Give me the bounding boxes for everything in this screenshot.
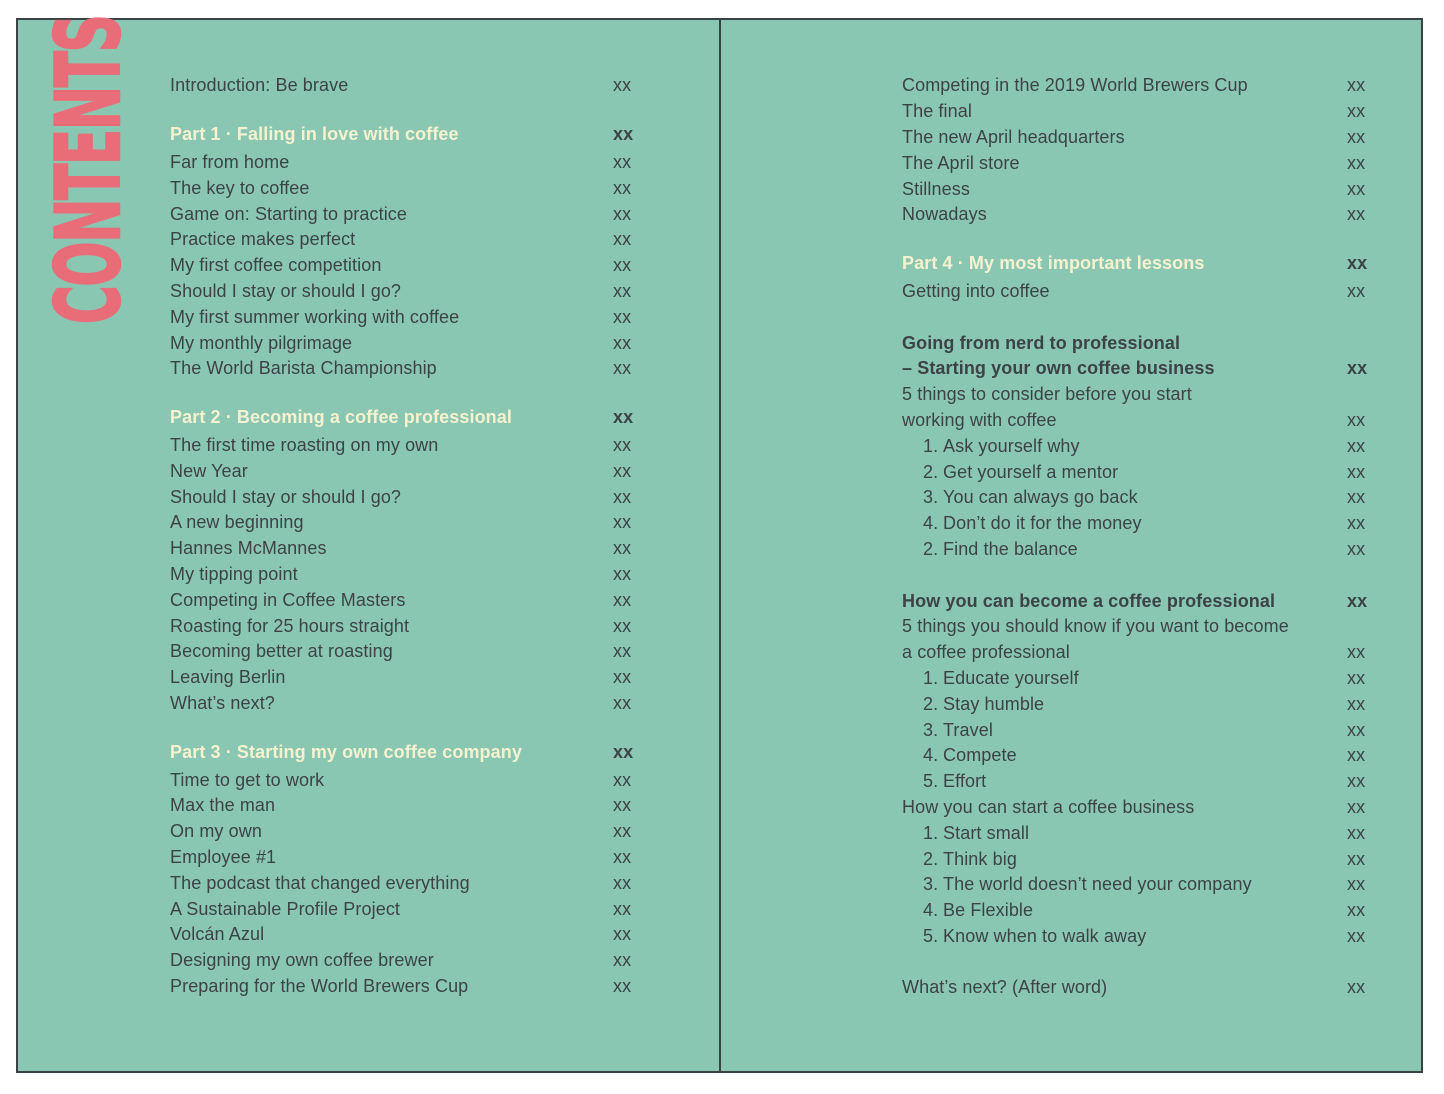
toc-entry xyxy=(170,279,638,305)
toc-entry-label: Part 3 · Starting my own coffee company xyxy=(170,741,522,762)
toc-entry xyxy=(902,537,1372,563)
toc-page-number: xx xyxy=(1347,667,1366,688)
toc-entry xyxy=(902,588,1372,614)
toc-entry xyxy=(902,666,1372,692)
toc-entry-label: Practice makes perfect xyxy=(170,229,356,250)
toc-entry xyxy=(170,175,638,201)
toc-part-heading xyxy=(902,251,1372,277)
toc-entry-label: 5 things you should know if you want to become xyxy=(902,616,1289,637)
toc-entry xyxy=(170,870,638,896)
toc-spacer xyxy=(170,716,638,739)
toc-entry-number: 1. xyxy=(923,435,939,456)
toc-entry xyxy=(170,793,638,819)
toc-entry xyxy=(170,253,638,279)
toc-spacer xyxy=(170,382,638,405)
toc-entry-label: 5 things to consider before you start xyxy=(902,384,1192,405)
toc-entry xyxy=(902,433,1372,459)
toc-entry-label: My monthly pilgrimage xyxy=(170,332,353,353)
toc-entry-label: Stay humble xyxy=(943,693,1045,714)
toc-spacer xyxy=(902,562,1372,588)
toc-entry xyxy=(170,665,638,691)
toc-page-number: xx xyxy=(1347,848,1366,869)
toc-entry-label: Ask yourself why xyxy=(943,435,1080,456)
toc-entry-label: The world doesn’t need your company xyxy=(943,874,1252,895)
toc-entry-number: 1. xyxy=(923,822,939,843)
contents-title: CONTENTS xyxy=(37,15,140,324)
toc-page-number: xx xyxy=(613,898,632,919)
toc-spacer xyxy=(902,304,1372,330)
toc-page-number: xx xyxy=(613,821,632,842)
toc-entry xyxy=(902,408,1372,434)
toc-entry xyxy=(170,767,638,793)
toc-entry-label: Think big xyxy=(943,848,1017,869)
toc-entry xyxy=(902,330,1372,356)
toc-entry-label: The key to coffee xyxy=(170,177,310,198)
toc-entry xyxy=(902,640,1372,666)
toc-entry-label: The final xyxy=(902,101,972,122)
toc-entry xyxy=(170,562,638,588)
page-divider xyxy=(719,20,721,1071)
toc-entry xyxy=(170,150,638,176)
toc-entry-label: Get yourself a mentor xyxy=(943,461,1119,482)
toc-entry xyxy=(902,485,1372,511)
toc-page-number: xx xyxy=(1347,513,1366,534)
toc-entry xyxy=(902,202,1372,228)
toc-page-number: xx xyxy=(1347,101,1366,122)
toc-entry-label: Educate yourself xyxy=(943,667,1079,688)
toc-entry xyxy=(170,948,638,974)
toc-entry-number: 1. xyxy=(923,667,939,688)
toc-page-number: xx xyxy=(613,769,632,790)
toc-spacer xyxy=(902,949,1372,975)
toc-entry-label: The April store xyxy=(902,152,1020,173)
toc-spacer xyxy=(902,228,1372,251)
toc-part-heading xyxy=(170,739,638,765)
toc-entry xyxy=(170,587,638,613)
toc-page-number: xx xyxy=(1347,204,1366,225)
toc-entry-label: Hannes McMannes xyxy=(170,538,327,559)
toc-page-number: xx xyxy=(613,641,632,662)
toc-entry xyxy=(902,150,1372,176)
toc-entry-label: Part 1 · Falling in love with coffee xyxy=(170,124,459,145)
toc-entry xyxy=(170,227,638,253)
toc-page-number: xx xyxy=(1347,977,1366,998)
toc-entry xyxy=(902,769,1372,795)
toc-entry-label: New Year xyxy=(170,460,248,481)
toc-entry-label: A Sustainable Profile Project xyxy=(170,898,401,919)
toc-entry-label: Effort xyxy=(943,771,987,792)
toc-entry-label: Start small xyxy=(943,822,1030,843)
toc-entry xyxy=(170,304,638,330)
toc-entry-label: Should I stay or should I go? xyxy=(170,486,402,507)
toc-entry xyxy=(170,896,638,922)
toc-page-number: xx xyxy=(613,177,632,198)
toc-entry-number: 3. xyxy=(923,487,939,508)
toc-entry-label: What’s next? xyxy=(170,692,275,713)
toc-entry-label: Know when to walk away xyxy=(943,925,1147,946)
toc-entry-number: 3. xyxy=(923,719,939,740)
toc-entry xyxy=(902,743,1372,769)
toc-entry-label: Going from nerd to professional xyxy=(902,332,1181,353)
toc-entry xyxy=(902,846,1372,872)
toc-entry-number: 3. xyxy=(923,874,939,895)
toc-entry-label: Nowadays xyxy=(902,204,987,225)
toc-entry xyxy=(170,536,638,562)
toc-page-number: xx xyxy=(1347,693,1366,714)
toc-entry xyxy=(902,279,1372,305)
toc-page-number: xx xyxy=(1347,435,1366,456)
toc-page-number: xx xyxy=(613,924,632,945)
toc-entry xyxy=(902,924,1372,950)
toc-entry-label: How you can start a coffee business xyxy=(902,796,1195,817)
toc-page-number: xx xyxy=(1347,796,1366,817)
toc-entry-label: Should I stay or should I go? xyxy=(170,280,402,301)
toc-page-number: xx xyxy=(613,407,634,428)
toc-entry xyxy=(170,510,638,536)
toc-entry-label: My first coffee competition xyxy=(170,255,382,276)
toc-entry xyxy=(902,614,1372,640)
toc-entry-label: The new April headquarters xyxy=(902,126,1125,147)
toc-entry-label: Leaving Berlin xyxy=(170,667,286,688)
toc-page-number: xx xyxy=(613,151,632,172)
toc-entry xyxy=(170,201,638,227)
left-toc-list xyxy=(170,73,638,999)
toc-entry-label: Time to get to work xyxy=(170,769,325,790)
toc-entry-number: 4. xyxy=(923,513,939,534)
toc-entry-number: 4. xyxy=(923,900,939,921)
toc-page-number: xx xyxy=(613,615,632,636)
toc-page-number: xx xyxy=(613,306,632,327)
toc-entry xyxy=(902,382,1372,408)
toc-entry-label: Max the man xyxy=(170,795,276,816)
toc-entry-label: Introduction: Be brave xyxy=(170,75,349,96)
toc-page-number: xx xyxy=(1347,358,1368,379)
toc-entry-number: 4. xyxy=(923,745,939,766)
toc-spacer xyxy=(170,99,638,122)
toc-entry xyxy=(902,73,1372,99)
toc-entry xyxy=(902,511,1372,537)
toc-entry xyxy=(902,356,1372,382)
toc-page-number: xx xyxy=(613,846,632,867)
toc-entry xyxy=(170,639,638,665)
toc-entry-number: 2. xyxy=(923,538,939,559)
toc-entry-label: Getting into coffee xyxy=(902,280,1050,301)
toc-part-heading xyxy=(170,405,638,431)
toc-entry-label: My tipping point xyxy=(170,563,298,584)
toc-entry-label: What’s next? (After word) xyxy=(902,977,1108,998)
toc-page-number: xx xyxy=(1347,538,1366,559)
toc-entry xyxy=(170,433,638,459)
toc-page-number: xx xyxy=(613,741,634,762)
toc-page-number: xx xyxy=(613,124,634,145)
toc-entry xyxy=(170,458,638,484)
toc-entry-label: Stillness xyxy=(902,178,970,199)
toc-page-number: xx xyxy=(613,538,632,559)
toc-entry xyxy=(902,125,1372,151)
toc-entry-label: Find the balance xyxy=(943,538,1078,559)
toc-page-number: xx xyxy=(1347,874,1366,895)
toc-page-number: xx xyxy=(613,667,632,688)
toc-page-number: xx xyxy=(613,692,632,713)
toc-entry-label: Part 4 · My most important lessons xyxy=(902,253,1205,274)
toc-entry-label: The podcast that changed everything xyxy=(170,872,470,893)
toc-page-number: xx xyxy=(1347,590,1368,611)
toc-entry-number: 2. xyxy=(923,461,939,482)
toc-page-number: xx xyxy=(613,332,632,353)
toc-entry-label: Becoming better at roasting xyxy=(170,641,393,662)
toc-entry-label: Volcán Azul xyxy=(170,924,265,945)
right-toc-list xyxy=(902,73,1372,1001)
toc-page-number: xx xyxy=(613,229,632,250)
toc-entry-label: Competing in the 2019 World Brewers Cup xyxy=(902,75,1248,96)
toc-page-number: xx xyxy=(1347,771,1366,792)
toc-entry-label: – Starting your own coffee business xyxy=(902,358,1215,379)
toc-entry xyxy=(902,975,1372,1001)
toc-page-number: xx xyxy=(1347,461,1366,482)
toc-page-number: xx xyxy=(1347,75,1366,96)
toc-entry-label: Be Flexible xyxy=(943,900,1034,921)
toc-entry xyxy=(902,898,1372,924)
toc-page-number: xx xyxy=(1347,925,1366,946)
toc-page-number: xx xyxy=(1347,487,1366,508)
toc-page-number: xx xyxy=(1347,900,1366,921)
toc-entry xyxy=(170,613,638,639)
toc-page-number: xx xyxy=(613,255,632,276)
toc-entry-label: The World Barista Championship xyxy=(170,358,437,379)
toc-page-number: xx xyxy=(613,486,632,507)
toc-page-number: xx xyxy=(613,434,632,455)
toc-entry-label: The first time roasting on my own xyxy=(170,434,439,455)
toc-page-number: xx xyxy=(613,950,632,971)
toc-page-number: xx xyxy=(1347,642,1366,663)
toc-page-number: xx xyxy=(1347,126,1366,147)
toc-entry-number: 5. xyxy=(923,925,939,946)
toc-entry-number: 2. xyxy=(923,848,939,869)
toc-entry xyxy=(902,820,1372,846)
contents-panel xyxy=(16,15,1423,1073)
toc-entry-label: working with coffee xyxy=(902,409,1057,430)
toc-page-number: xx xyxy=(1347,152,1366,173)
toc-page-number: xx xyxy=(1347,719,1366,740)
toc-entry xyxy=(170,73,638,99)
toc-entry-label: Competing in Coffee Masters xyxy=(170,589,406,610)
toc-entry xyxy=(170,819,638,845)
toc-page-number: xx xyxy=(613,795,632,816)
toc-page-number: xx xyxy=(613,75,632,96)
toc-entry xyxy=(170,922,638,948)
toc-entry-label: a coffee professional xyxy=(902,642,1070,663)
toc-entry-label: My first summer working with coffee xyxy=(170,306,460,327)
toc-entry-label: Roasting for 25 hours straight xyxy=(170,615,410,636)
toc-entry-label: On my own xyxy=(170,821,262,842)
toc-entry-label: Designing my own coffee brewer xyxy=(170,950,434,971)
toc-page-number: xx xyxy=(1347,280,1366,301)
toc-entry-label: Don’t do it for the money xyxy=(943,513,1142,534)
toc-page-number: xx xyxy=(613,460,632,481)
toc-entry xyxy=(170,484,638,510)
toc-entry-label: Employee #1 xyxy=(170,846,277,867)
toc-entry xyxy=(902,872,1372,898)
toc-entry-label: Travel xyxy=(943,719,993,740)
toc-entry xyxy=(902,795,1372,821)
toc-entry xyxy=(902,99,1372,125)
toc-part-heading xyxy=(170,122,638,148)
toc-page-number: xx xyxy=(613,203,632,224)
toc-entry xyxy=(902,176,1372,202)
toc-page-number: xx xyxy=(613,280,632,301)
toc-entry xyxy=(170,691,638,717)
toc-entry xyxy=(902,691,1372,717)
toc-page-number: xx xyxy=(613,872,632,893)
toc-page-number: xx xyxy=(613,563,632,584)
toc-entry-number: 5. xyxy=(923,771,939,792)
toc-entry xyxy=(170,974,638,1000)
toc-entry xyxy=(902,459,1372,485)
toc-page-number: xx xyxy=(613,589,632,610)
toc-page-number: xx xyxy=(613,512,632,533)
toc-page-number: xx xyxy=(613,975,632,996)
toc-entry-label: Far from home xyxy=(170,151,290,172)
toc-page-number: xx xyxy=(1347,745,1366,766)
toc-entry-label: Preparing for the World Brewers Cup xyxy=(170,975,469,996)
toc-page-number: xx xyxy=(1347,409,1366,430)
toc-entry xyxy=(170,356,638,382)
toc-entry xyxy=(170,845,638,871)
toc-entry xyxy=(902,717,1372,743)
toc-entry-label: You can always go back xyxy=(943,487,1138,508)
toc-entry-label: How you can become a coffee professional xyxy=(902,590,1276,611)
toc-entry-label: A new beginning xyxy=(170,512,304,533)
toc-page-number: xx xyxy=(1347,178,1366,199)
toc-entry xyxy=(170,330,638,356)
toc-entry-label: Game on: Starting to practice xyxy=(170,203,408,224)
toc-page-number: xx xyxy=(613,358,632,379)
toc-page-number: xx xyxy=(1347,822,1366,843)
toc-entry-number: 2. xyxy=(923,693,939,714)
toc-entry-label: Part 2 · Becoming a coffee professional xyxy=(170,407,512,428)
toc-entry-label: Compete xyxy=(943,745,1017,766)
toc-page-number: xx xyxy=(1347,253,1368,274)
